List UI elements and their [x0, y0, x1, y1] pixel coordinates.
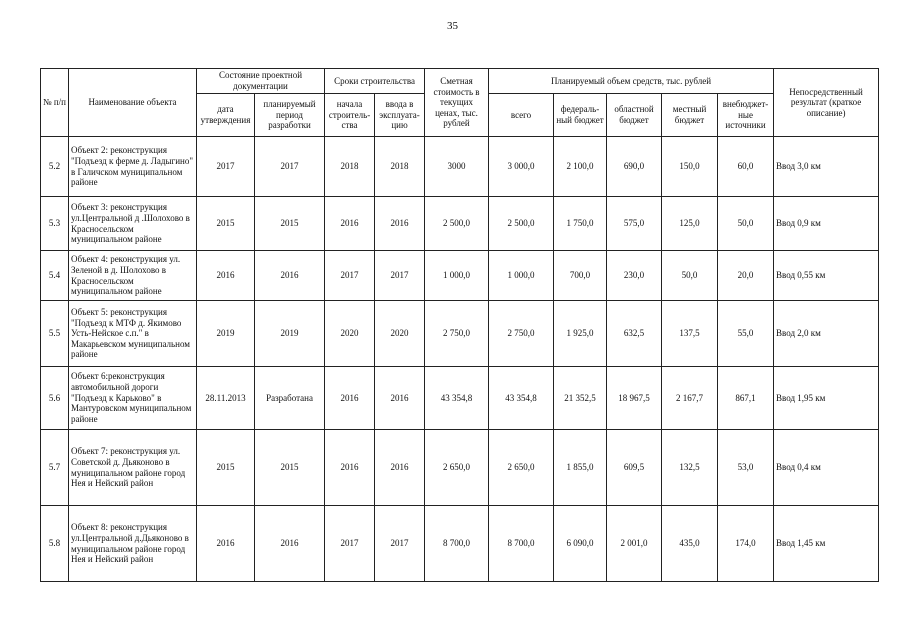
header-construction-commissioning: ввода в эксплуата-цию	[375, 94, 425, 137]
header-num: № п/п	[41, 69, 69, 137]
header-construction-start: начала строитель-ства	[325, 94, 375, 137]
cell-funds-offbudget: 55,0	[718, 301, 774, 367]
cell-funds-regional: 690,0	[607, 137, 662, 197]
cell-funds-local: 150,0	[662, 137, 718, 197]
cell-design-period: 2019	[255, 301, 325, 367]
cell-construction-commissioning: 2017	[375, 506, 425, 582]
cell-result: Ввод 0,4 км	[774, 430, 879, 506]
cell-funds-federal: 1 750,0	[554, 197, 607, 251]
cell-funds-local: 132,5	[662, 430, 718, 506]
cell-design-period: 2017	[255, 137, 325, 197]
cell-estimated-cost: 2 750,0	[425, 301, 489, 367]
cell-result: Ввод 3,0 км	[774, 137, 879, 197]
cell-construction-commissioning: 2018	[375, 137, 425, 197]
cell-funds-local: 435,0	[662, 506, 718, 582]
cell-construction-start: 2018	[325, 137, 375, 197]
cell-name: Объект 8: реконструкция ул.Центральной д.Дьяконово в муниципальном районе город Нея и Нейский район	[69, 506, 197, 582]
header-name: Наименование объекта	[69, 69, 197, 137]
table-row	[41, 197, 879, 251]
objects-table	[40, 68, 879, 582]
cell-funds-total: 1 000,0	[489, 251, 554, 301]
table-row	[41, 506, 879, 582]
cell-estimated-cost: 2 650,0	[425, 430, 489, 506]
cell-estimated-cost: 8 700,0	[425, 506, 489, 582]
cell-name: Объект 5: реконструкция "Подъезд к МТФ д. Якимово Усть-Нейское с.п." в Макарьевском муниципальном районе	[69, 301, 197, 367]
header-design-status: Состояние проектной документации	[197, 69, 325, 94]
cell-funds-regional: 2 001,0	[607, 506, 662, 582]
table-row	[41, 251, 879, 301]
cell-design-period: 2015	[255, 430, 325, 506]
header-row-top	[41, 69, 879, 94]
header-funds-regional: областной бюджет	[607, 94, 662, 137]
cell-funds-federal: 1 855,0	[554, 430, 607, 506]
cell-construction-start: 2016	[325, 430, 375, 506]
cell-design-date: 2015	[197, 430, 255, 506]
cell-design-period: Разработана	[255, 367, 325, 430]
cell-estimated-cost: 2 500,0	[425, 197, 489, 251]
cell-funds-regional: 632,5	[607, 301, 662, 367]
cell-construction-commissioning: 2016	[375, 430, 425, 506]
cell-num: 5.8	[41, 506, 69, 582]
cell-num: 5.7	[41, 430, 69, 506]
cell-construction-start: 2020	[325, 301, 375, 367]
header-funds-offbudget: внебюджет-ные источники	[718, 94, 774, 137]
cell-design-date: 2017	[197, 137, 255, 197]
table-row	[41, 137, 879, 197]
cell-design-date: 2016	[197, 251, 255, 301]
cell-estimated-cost: 1 000,0	[425, 251, 489, 301]
cell-construction-commissioning: 2016	[375, 197, 425, 251]
header-construction-terms: Сроки строительства	[325, 69, 425, 94]
cell-funds-regional: 575,0	[607, 197, 662, 251]
cell-design-date: 28.11.2013	[197, 367, 255, 430]
cell-funds-total: 2 750,0	[489, 301, 554, 367]
cell-funds-federal: 2 100,0	[554, 137, 607, 197]
cell-result: Ввод 0,55 км	[774, 251, 879, 301]
cell-result: Ввод 1,95 км	[774, 367, 879, 430]
cell-construction-start: 2017	[325, 251, 375, 301]
cell-construction-commissioning: 2020	[375, 301, 425, 367]
table-row	[41, 430, 879, 506]
cell-funds-offbudget: 60,0	[718, 137, 774, 197]
cell-result: Ввод 1,45 км	[774, 506, 879, 582]
header-planned-funds: Планируемый объем средств, тыс. рублей	[489, 69, 774, 94]
cell-funds-federal: 1 925,0	[554, 301, 607, 367]
cell-construction-start: 2016	[325, 197, 375, 251]
cell-funds-total: 2 500,0	[489, 197, 554, 251]
page-number: 35	[447, 20, 458, 32]
cell-funds-regional: 230,0	[607, 251, 662, 301]
table-row	[41, 367, 879, 430]
cell-name: Объект 3: реконструкция ул.Центральной д .Шолохово в Красносельском муниципальном районе	[69, 197, 197, 251]
cell-funds-local: 2 167,7	[662, 367, 718, 430]
cell-construction-start: 2016	[325, 367, 375, 430]
cell-name: Объект 4: реконструкция ул. Зеленой в д. Шолохово в Красносельском муниципальном районе	[69, 251, 197, 301]
cell-funds-offbudget: 867,1	[718, 367, 774, 430]
cell-funds-offbudget: 20,0	[718, 251, 774, 301]
table-row	[41, 301, 879, 367]
cell-name: Объект 6:реконструкция автомобильной дороги "Подъезд к Карьково" в Мантуровском муниципальном районе	[69, 367, 197, 430]
table-body	[41, 137, 879, 582]
cell-num: 5.6	[41, 367, 69, 430]
cell-funds-total: 2 650,0	[489, 430, 554, 506]
cell-funds-offbudget: 53,0	[718, 430, 774, 506]
header-design-period: планируемый период разработки	[255, 94, 325, 137]
cell-construction-start: 2017	[325, 506, 375, 582]
cell-design-date: 2015	[197, 197, 255, 251]
cell-design-period: 2016	[255, 251, 325, 301]
cell-funds-federal: 6 090,0	[554, 506, 607, 582]
header-funds-local: местный бюджет	[662, 94, 718, 137]
cell-funds-total: 43 354,8	[489, 367, 554, 430]
cell-construction-commissioning: 2017	[375, 251, 425, 301]
cell-design-period: 2016	[255, 506, 325, 582]
cell-funds-total: 8 700,0	[489, 506, 554, 582]
header-estimated-cost: Сметная стоимость в текущих ценах, тыс. рублей	[425, 69, 489, 137]
cell-num: 5.4	[41, 251, 69, 301]
cell-result: Ввод 0,9 км	[774, 197, 879, 251]
cell-num: 5.3	[41, 197, 69, 251]
cell-estimated-cost: 3000	[425, 137, 489, 197]
cell-estimated-cost: 43 354,8	[425, 367, 489, 430]
cell-design-date: 2019	[197, 301, 255, 367]
cell-funds-regional: 609,5	[607, 430, 662, 506]
cell-funds-offbudget: 174,0	[718, 506, 774, 582]
header-funds-total: всего	[489, 94, 554, 137]
cell-design-period: 2015	[255, 197, 325, 251]
cell-name: Объект 2: реконструкция "Подъезд к ферме д. Ладыгино" в Галичском муниципальном районе	[69, 137, 197, 197]
header-design-date: дата утверждения	[197, 94, 255, 137]
cell-result: Ввод 2,0 км	[774, 301, 879, 367]
cell-num: 5.2	[41, 137, 69, 197]
cell-funds-offbudget: 50,0	[718, 197, 774, 251]
header-funds-federal: федераль-ный бюджет	[554, 94, 607, 137]
cell-funds-total: 3 000,0	[489, 137, 554, 197]
cell-construction-commissioning: 2016	[375, 367, 425, 430]
cell-funds-federal: 700,0	[554, 251, 607, 301]
cell-funds-regional: 18 967,5	[607, 367, 662, 430]
cell-funds-local: 50,0	[662, 251, 718, 301]
cell-funds-federal: 21 352,5	[554, 367, 607, 430]
cell-name: Объект 7: реконструкция ул. Советской д. Дьяконово в муниципальном районе город Нея и Нейский район	[69, 430, 197, 506]
cell-design-date: 2016	[197, 506, 255, 582]
header-result: Непосредственный результат (краткое описание)	[774, 69, 879, 137]
cell-num: 5.5	[41, 301, 69, 367]
cell-funds-local: 125,0	[662, 197, 718, 251]
cell-funds-local: 137,5	[662, 301, 718, 367]
